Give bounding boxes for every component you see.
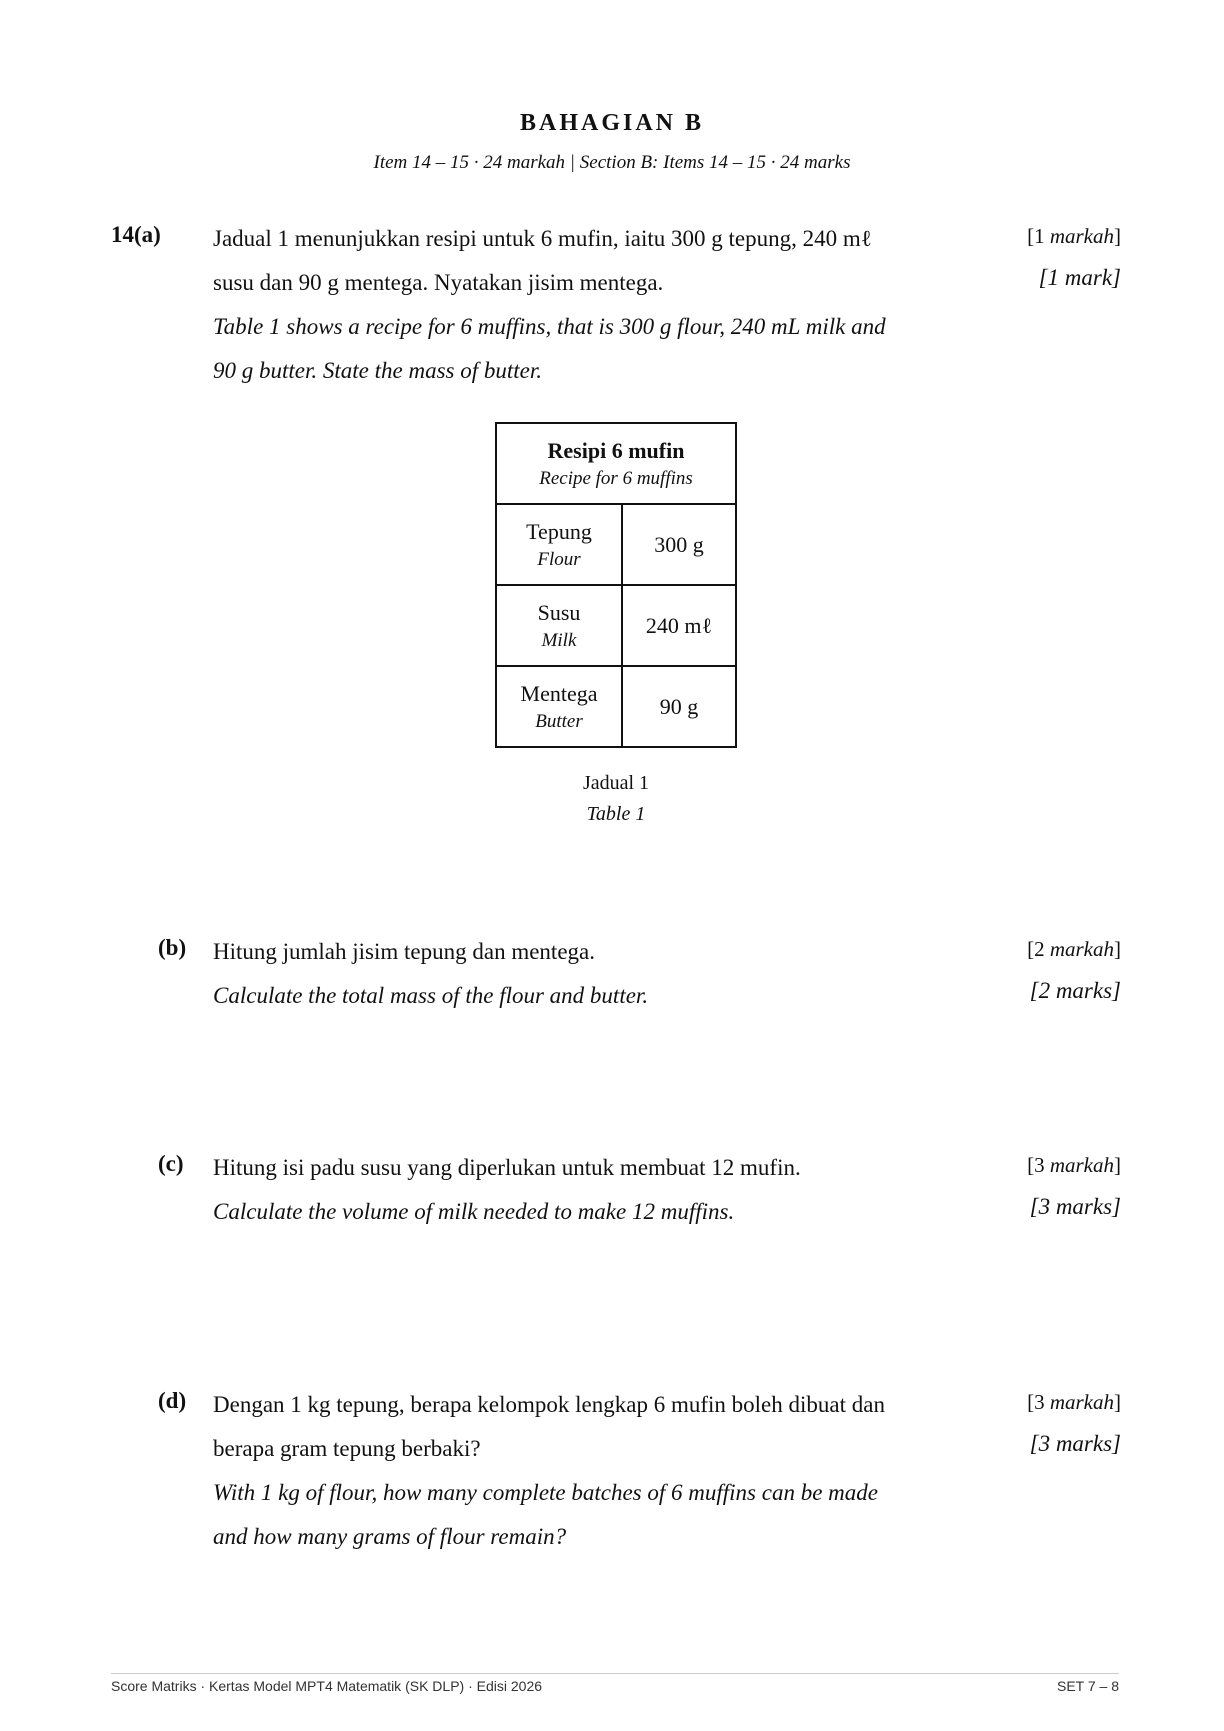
marks-c: [3 markah] [3 marks] <box>1027 1144 1121 1228</box>
question-number-c: (c) <box>158 1151 184 1176</box>
ingredient-en: Butter <box>535 710 583 732</box>
marks-d: [3 markah] [3 marks] <box>1027 1381 1121 1465</box>
recipe-table <box>495 422 737 748</box>
question-14a-text <box>213 217 953 393</box>
ingredient-ms: Mentega <box>520 680 598 706</box>
marks-word: markah <box>1049 1153 1114 1177</box>
ingredient-ms: Susu <box>537 599 581 625</box>
section-subtitle: Item 14 – 15 · 24 markah | Section B: Items 14 – 15 · 24 marks <box>373 152 851 173</box>
caption-en: Table 1 <box>586 803 646 825</box>
table-title-ms: Resipi 6 mufin <box>547 437 685 463</box>
ingredient-value: 90 g <box>622 666 736 747</box>
question-en-line: Table 1 shows a recipe for 6 muffins, that is 300 g flour, 240 mL milk and <box>213 314 886 339</box>
table-row <box>496 504 736 585</box>
ingredient-value: 300 g <box>622 504 736 585</box>
marks-number: 1 <box>1034 224 1045 248</box>
marks-14a: [1 markah] [1 mark] <box>1027 215 1121 299</box>
question-ms-line: Jadual 1 menunjukkan resipi untuk 6 mufin, iaitu 300 g tepung, 240 mℓ <box>213 226 872 251</box>
footer-divider <box>111 1673 1119 1674</box>
caption-ms: Jadual 1 <box>582 772 650 794</box>
table-caption <box>0 768 1224 830</box>
ingredient-en: Flour <box>537 548 581 570</box>
ingredient-value: 240 mℓ <box>622 585 736 666</box>
footer-set-number: SET 7 – 8 <box>1056 1678 1119 1694</box>
question-en-line: Calculate the volume of milk needed to make 12 muffins. <box>213 1199 735 1224</box>
marks-en: [3 marks] <box>1029 1194 1121 1219</box>
recipe-table-header <box>496 423 736 504</box>
question-c-text <box>213 1146 953 1234</box>
marks-word: markah <box>1049 937 1114 961</box>
question-number-b: (b) <box>158 935 187 960</box>
marks-number: 2 <box>1034 937 1045 961</box>
question-en-line: and how many grams of flour remain? <box>213 1524 567 1549</box>
footer-publisher: Score Matriks · Kertas Model MPT4 Matematik (SK DLP) · Edisi 2026 <box>111 1678 543 1694</box>
question-number-14a: 14(a) <box>111 222 161 247</box>
question-number-d: (d) <box>158 1388 187 1413</box>
question-b-text <box>213 930 953 1018</box>
marks-word: markah <box>1049 224 1114 248</box>
table-title-en: Recipe for 6 muffins <box>539 467 693 489</box>
ingredient-label <box>496 504 622 585</box>
table-row <box>496 585 736 666</box>
table-row <box>496 666 736 747</box>
question-ms-line: Dengan 1 kg tepung, berapa kelompok lengkap 6 mufin boleh dibuat dan <box>213 1392 885 1417</box>
marks-en: [1 mark] <box>1038 265 1121 290</box>
section-title: BAHAGIAN B <box>519 110 705 136</box>
marks-number: 3 <box>1034 1390 1045 1414</box>
marks-en: [3 marks] <box>1029 1431 1121 1456</box>
ingredient-label <box>496 585 622 666</box>
question-ms-line: Hitung isi padu susu yang diperlukan untuk membuat 12 mufin. <box>213 1155 801 1180</box>
marks-b: [2 markah] [2 marks] <box>1027 928 1121 1012</box>
question-en-line: 90 g butter. State the mass of butter. <box>213 358 543 383</box>
question-en-line: Calculate the total mass of the flour and butter. <box>213 983 649 1008</box>
question-en-line: With 1 kg of flour, how many complete batches of 6 muffins can be made <box>213 1480 878 1505</box>
marks-en: [2 marks] <box>1029 978 1121 1003</box>
question-ms-line: berapa gram tepung berbaki? <box>213 1436 481 1461</box>
marks-word: markah <box>1049 1390 1114 1414</box>
question-ms-line: Hitung jumlah jisim tepung dan mentega. <box>213 939 595 964</box>
question-d-text <box>213 1383 953 1559</box>
question-ms-line: susu dan 90 g mentega. Nyatakan jisim mentega. <box>213 270 664 295</box>
marks-number: 3 <box>1034 1153 1045 1177</box>
ingredient-ms: Tepung <box>526 518 592 544</box>
ingredient-label <box>496 666 622 747</box>
ingredient-en: Milk <box>541 629 577 651</box>
